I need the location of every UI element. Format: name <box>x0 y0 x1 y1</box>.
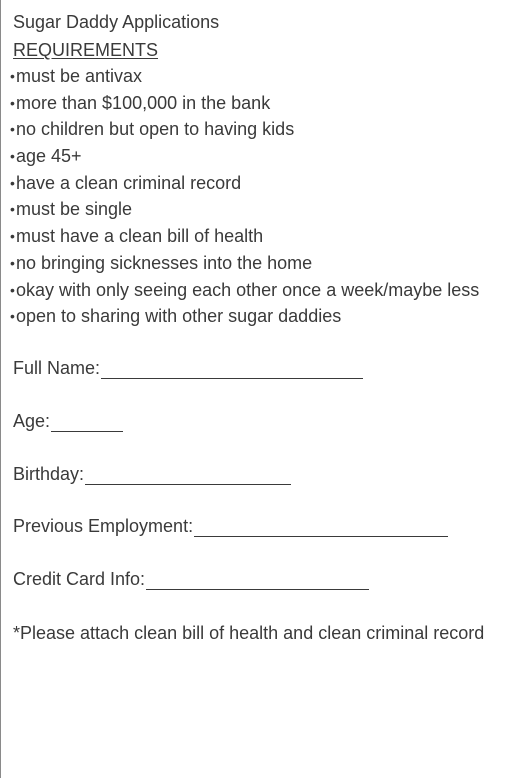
full-name-field[interactable] <box>13 357 363 379</box>
full-name-label: Full Name: <box>13 358 101 378</box>
requirement-text: okay with only seeing each other once a week/maybe less <box>16 279 480 300</box>
requirement-item <box>10 145 479 172</box>
bullet-icon: • <box>10 228 15 245</box>
requirement-item <box>10 172 479 199</box>
requirement-text: have a clean criminal record <box>16 172 242 193</box>
bullet-icon: • <box>10 174 15 191</box>
previous-employment-field[interactable] <box>13 515 448 537</box>
birthday-field[interactable] <box>13 463 291 485</box>
birthday-blank[interactable] <box>85 466 291 485</box>
bullet-icon: • <box>10 201 15 218</box>
document-title: Sugar Daddy Applications <box>13 12 220 32</box>
requirement-text: no bringing sicknesses into the home <box>16 252 313 273</box>
requirement-text: more than $100,000 in the bank <box>16 92 271 113</box>
requirements-heading: REQUIREMENTS <box>13 40 159 60</box>
full-name-blank[interactable] <box>101 360 363 379</box>
requirement-item <box>10 252 479 279</box>
age-blank[interactable] <box>51 413 123 432</box>
bullet-icon: • <box>10 148 15 165</box>
requirement-item <box>10 92 479 119</box>
requirement-item <box>10 279 479 306</box>
requirement-text: no children but open to having kids <box>16 119 295 140</box>
credit-card-field[interactable] <box>13 568 369 590</box>
birthday-label: Birthday: <box>13 464 85 484</box>
requirement-item <box>10 305 479 332</box>
bullet-icon: • <box>10 94 15 111</box>
requirement-text: must be antivax <box>16 66 143 86</box>
bullet-icon: • <box>10 281 15 298</box>
previous-employment-blank[interactable] <box>194 518 448 537</box>
credit-card-blank[interactable] <box>146 571 369 590</box>
bullet-icon: • <box>10 121 15 138</box>
attachment-note: *Please attach clean bill of health and clean criminal record <box>13 623 485 643</box>
bullet-icon: • <box>10 308 15 325</box>
requirement-item <box>10 65 479 92</box>
requirement-text: open to sharing with other sugar daddies <box>16 306 342 327</box>
age-field[interactable] <box>13 410 123 432</box>
requirement-text: must be single <box>16 199 133 220</box>
bullet-icon: • <box>10 68 15 84</box>
age-label: Age: <box>13 411 51 431</box>
requirement-item <box>10 198 479 225</box>
requirements-list <box>10 65 479 332</box>
requirement-text: must have a clean bill of health <box>16 226 264 247</box>
credit-card-label: Credit Card Info: <box>13 569 146 589</box>
previous-employment-label: Previous Employment: <box>13 516 194 536</box>
requirement-item <box>10 118 479 145</box>
requirement-text: age 45+ <box>16 146 82 167</box>
requirement-item <box>10 225 479 252</box>
bullet-icon: • <box>10 254 15 271</box>
